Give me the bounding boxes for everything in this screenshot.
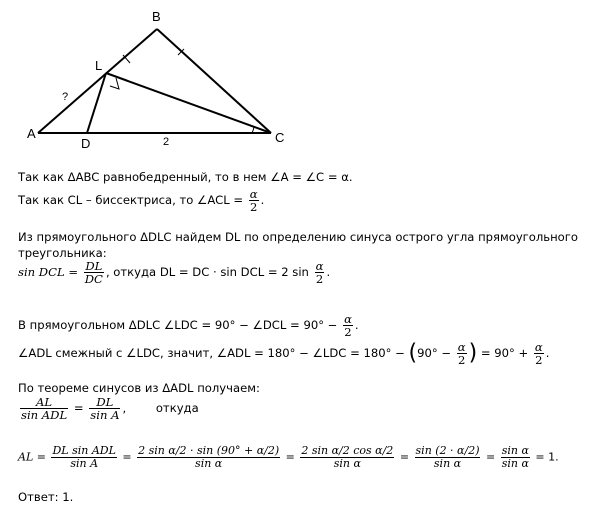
fraction-f4: $\frac{\sin (2 \cdot \alpha/2)}{\text{sin α}}$ bbox=[415, 444, 480, 470]
text-line-8: По теореме синусов из ΔADL получаем: bbox=[18, 381, 260, 395]
fraction-f1: $\frac{\text{DL sin ADL}}{\text{sin A}}$ bbox=[52, 444, 116, 470]
final-equation: AL = $\frac{\text{DL sin ADL}}{\text{sin A}}$ = $\frac{\text{2 sin α/2 · sin (90° + α/2)}}{\text{sin α}}$ = $\frac{\text{2 sin α/2 cos α/2}}{\text{sin α}}$ = $\frac{\sin (2 \cdot \alpha/2)}{\text{sin α}}$ = $\frac{\text{sin α}}{\text{sin α}}$ = 1. bbox=[18, 444, 559, 470]
text-line-2: Так как CL – биссектриса, то ∠ACL = $\frac{\alpha}{2}$ . bbox=[18, 187, 265, 214]
label-question: ? bbox=[62, 91, 69, 103]
side-bc bbox=[157, 29, 271, 133]
vertex-a: A bbox=[27, 126, 36, 141]
text-line-4: треугольника: bbox=[18, 246, 107, 260]
vertex-l: L bbox=[95, 58, 103, 73]
text-line-1: Так как ΔABC равнобедренный, то в нем ∠A = ∠C = α. bbox=[18, 170, 353, 184]
text-line-7: ∠ADL смежный с ∠LDC, значит, ∠ADL = 180° − ∠LDC = 180° − (90° − $\frac{\alpha}{2}$ ) = 90° + $\frac{\alpha}{2}$ . bbox=[18, 340, 550, 367]
fraction-dl-sin-a: $\frac{DL}{\text{sin A}}$ bbox=[90, 395, 120, 422]
label-dc-length: 2 bbox=[163, 136, 170, 148]
triangle-figure bbox=[0, 0, 600, 150]
side-ab bbox=[38, 29, 157, 133]
text-line-5: sin DCL = $\frac{DL}{DC}$ , откуда DL = DC · sin DCL = 2 sin $\frac{\alpha}{2}$ . bbox=[18, 259, 331, 286]
fraction-alpha-2b: $\frac{\alpha}{2}$ bbox=[315, 259, 324, 286]
fraction-f2: $\frac{\text{2 sin α/2 · sin (90° + α/2)}}{\text{sin α}}$ bbox=[138, 444, 280, 470]
fraction-alpha-2: $\frac{\alpha}{2}$ bbox=[249, 187, 258, 214]
fraction-alpha-2e: $\frac{\alpha}{2}$ bbox=[534, 340, 543, 367]
vertex-b: B bbox=[152, 9, 161, 24]
fraction-f5: $\frac{\text{sin α}}{\text{sin α}}$ bbox=[501, 444, 529, 470]
fraction-dl-dc: $\frac{DL}{DC}$ bbox=[84, 259, 103, 286]
fraction-f3: $\frac{\text{2 sin α/2 cos α/2}}{\text{sin α}}$ bbox=[301, 444, 394, 470]
text-line-3: Из прямоугольного ΔDLC найдем DL по определению синуса острого угла прямоугольного bbox=[18, 230, 578, 244]
answer-line: Ответ: 1. bbox=[18, 490, 74, 504]
right-angle-mark bbox=[110, 78, 119, 89]
segment-lc bbox=[106, 73, 271, 133]
sine-law-line: $\frac{AL}{\text{sin ADL}}$ = $\frac{DL}{\text{sin A}}$ , откуда bbox=[21, 395, 199, 422]
text-line-6: В прямоугольном ΔDLC ∠LDC = 90° − ∠DCL = 90° − $\frac{\alpha}{2}$ . bbox=[18, 312, 359, 339]
vertex-c: C bbox=[275, 130, 285, 145]
fraction-alpha-2d: $\frac{\alpha}{2}$ bbox=[457, 340, 466, 367]
vertex-d: D bbox=[81, 136, 91, 150]
fraction-al-sin-adl: $\frac{AL}{\text{sin ADL}}$ bbox=[21, 395, 68, 422]
fraction-alpha-2c: $\frac{\alpha}{2}$ bbox=[344, 312, 352, 339]
